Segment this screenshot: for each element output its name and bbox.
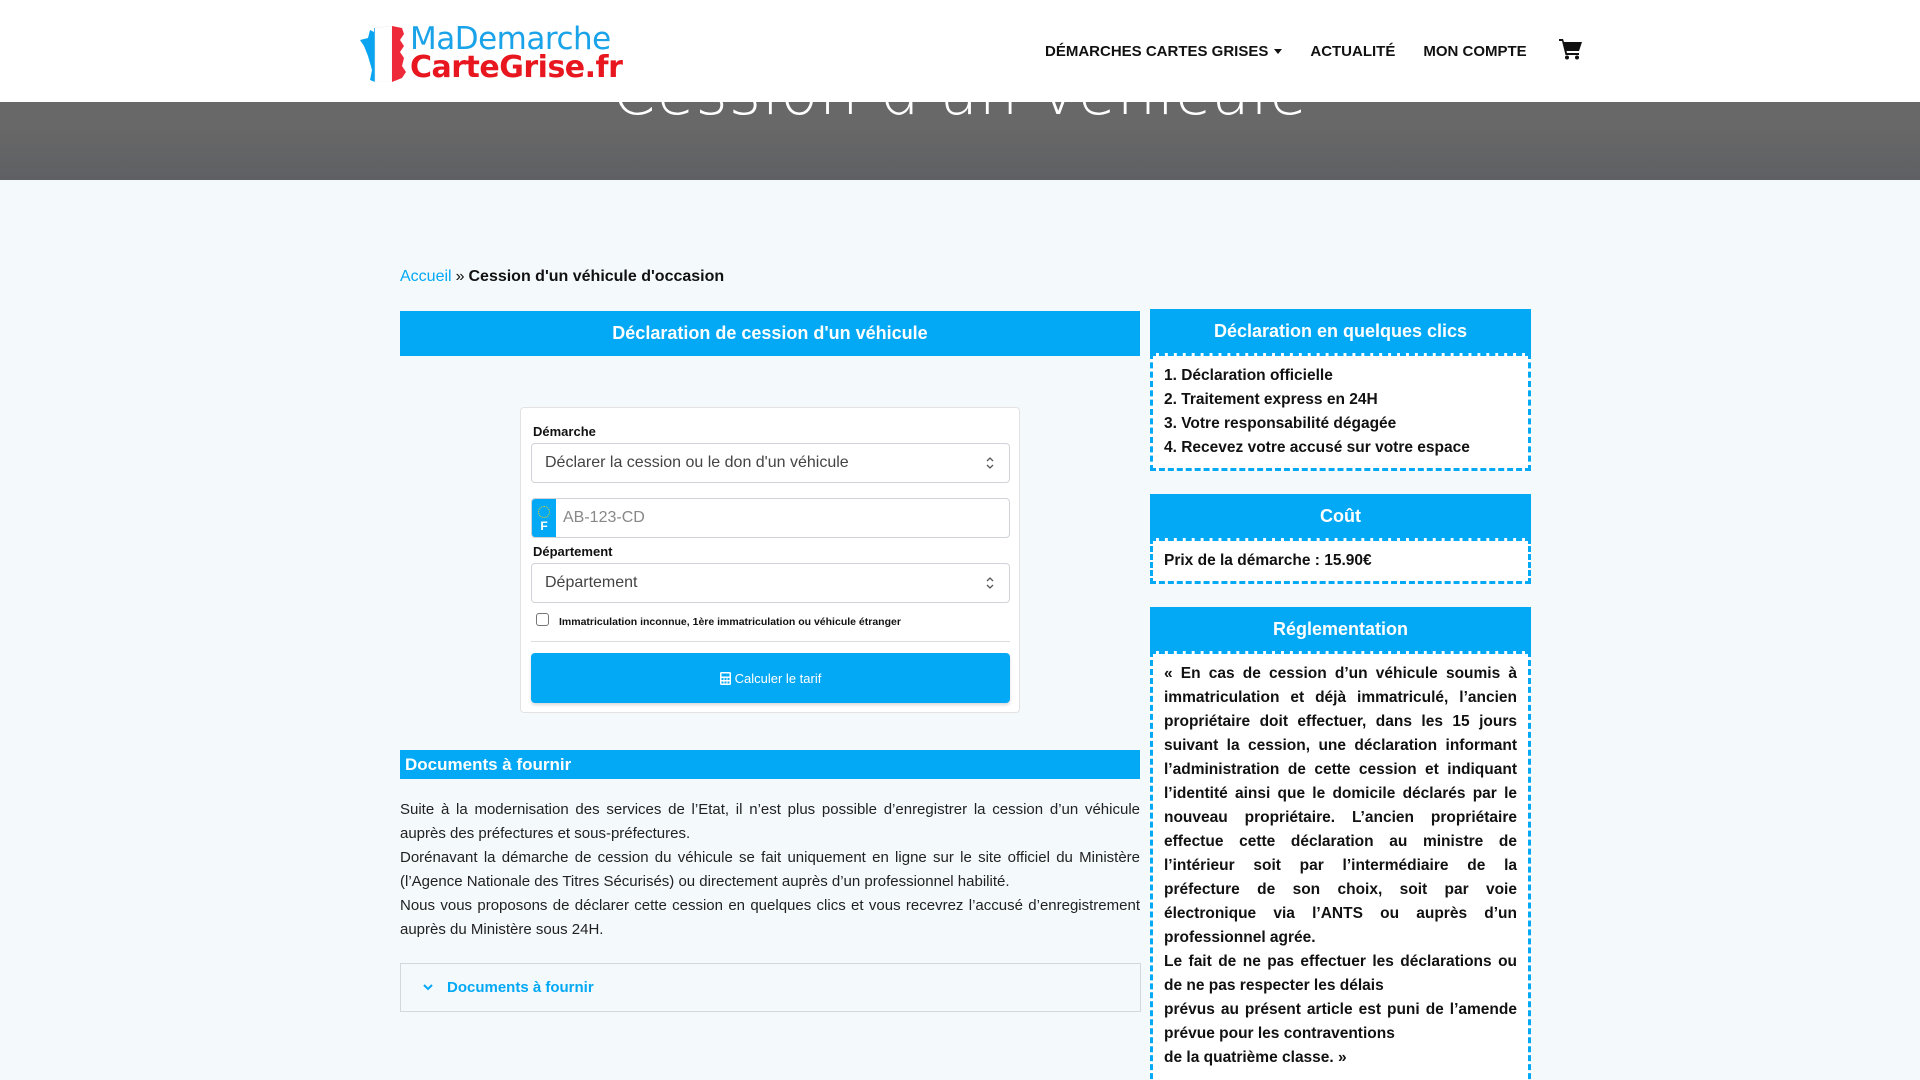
accordion-label: Documents à fournir [447, 979, 594, 996]
nav-item-label: MON COMPTE [1423, 42, 1527, 60]
breadcrumb [400, 268, 724, 286]
regulation-paragraph: « En cas de cession d’un véhicule soumis à immatriculation et déjà immatriculé, l’ancien propriétaire doit effectuer, dans les 15 jours suivant la cession, une déclaration informant l’administration de cette cession et indiquant l’identité ainsi que le domicile déclarés par le nouveau propriétaire. L’ancien propriétaire effectue cette déclaration au ministre de l’intérieur soit par l’intermédiaire de la préfecture de son choix, soit par voie électronique via l’ANTS ou auprès d’un professionnel agrée. [1164, 665, 1517, 946]
form-divider [531, 641, 1010, 642]
step-item: 1. Déclaration officielle [1164, 367, 1333, 384]
plate-placeholder: AB-123-CD [563, 509, 645, 526]
departement-select[interactable] [531, 563, 1010, 603]
nav-item-mon-compte[interactable] [1423, 43, 1526, 60]
site-logo[interactable] [358, 21, 623, 85]
quote-form [520, 407, 1020, 713]
plate-number-input[interactable] [531, 498, 1010, 538]
logo-text-line1: MaDemarche [410, 21, 611, 57]
regulation-card [1150, 607, 1531, 1080]
main-nav [1045, 40, 1583, 62]
plate-country-code: F [540, 519, 548, 533]
unknown-registration-checkbox[interactable] [536, 613, 549, 626]
step-item: 4. Recevez votre accusé sur votre espace [1164, 439, 1470, 456]
select-arrows-icon [985, 576, 995, 590]
cost-card-body [1150, 538, 1531, 584]
eu-stars-icon [538, 506, 550, 518]
shopping-cart-icon[interactable] [1559, 38, 1583, 60]
site-header [0, 0, 1920, 102]
demarche-select[interactable] [531, 443, 1010, 483]
price-text: Prix de la démarche : 15.90€ [1164, 552, 1372, 569]
chevron-down-icon [423, 984, 433, 991]
france-map-icon [358, 26, 408, 82]
regulation-paragraph: Le fait de ne pas effectuer les déclarations ou de ne pas respecter les délais [1164, 953, 1517, 994]
steps-card-title: Déclaration en quelques clics [1150, 309, 1531, 353]
caret-down-icon [1274, 49, 1282, 54]
calculate-button-label: Calculer le tarif [734, 670, 822, 686]
intro-text [400, 798, 1140, 942]
documents-accordion-toggle[interactable] [400, 963, 1141, 1012]
departement-select-value: Département [545, 574, 638, 591]
paragraph: Dorénavant la démarche de cession du véhicule se fait uniquement en ligne sur le site officiel du Ministère (l’Agence Nationale des Titres Sécurisés) ou directement auprès d’un professionnel habilité. [400, 849, 1140, 890]
unknown-registration-option[interactable] [536, 613, 901, 626]
steps-card [1150, 309, 1531, 471]
breadcrumb-home-link[interactable]: Accueil [400, 268, 452, 285]
nav-item-actualite[interactable] [1310, 43, 1395, 60]
logo-text-line2: CarteGrise.fr [410, 50, 623, 85]
step-item: 3. Votre responsabilité dégagée [1164, 415, 1397, 432]
checkbox-label: Immatriculation inconnue, 1ère immatriculation ou véhicule étranger [559, 615, 901, 628]
regulation-card-body [1150, 651, 1531, 1080]
demarche-label: Démarche [533, 424, 596, 439]
paragraph: Nous vous proposons de déclarer cette cession en quelques clics et vous recevrez l’accusé d’enregistrement auprès du Ministère sous 24H. [400, 897, 1140, 938]
cost-card [1150, 494, 1531, 584]
regulation-paragraph: prévus au présent article est puni de l’amende prévue pour les contraventions [1164, 1001, 1517, 1042]
breadcrumb-separator: » [455, 268, 465, 285]
regulation-paragraph: de la quatrième classe. » [1164, 1049, 1347, 1066]
page-section-title: Déclaration de cession d'un véhicule [400, 311, 1140, 356]
cost-card-title: Coût [1150, 494, 1531, 538]
step-item: 2. Traitement express en 24H [1164, 391, 1378, 408]
calculate-price-button[interactable] [531, 653, 1010, 703]
nav-item-label: DÉMARCHES CARTES GRISES [1045, 42, 1269, 60]
eu-plate-badge [532, 499, 556, 537]
steps-card-body [1150, 353, 1531, 471]
demarche-select-value: Déclarer la cession ou le don d'un véhicule [545, 454, 849, 471]
departement-label: Département [533, 544, 613, 559]
regulation-card-title: Réglementation [1150, 607, 1531, 651]
paragraph: Suite à la modernisation des services de l’Etat, il n’est plus possible d’enregistrer la cession d’un véhicule auprès des préfectures et sous-préfectures. [400, 801, 1140, 842]
select-arrows-icon [985, 456, 995, 470]
breadcrumb-current: Cession d'un véhicule d'occasion [468, 268, 725, 285]
nav-item-demarches[interactable] [1045, 43, 1282, 60]
nav-item-label: ACTUALITÉ [1310, 42, 1396, 60]
calculator-icon [720, 672, 731, 685]
documents-heading: Documents à fournir [400, 750, 1140, 779]
